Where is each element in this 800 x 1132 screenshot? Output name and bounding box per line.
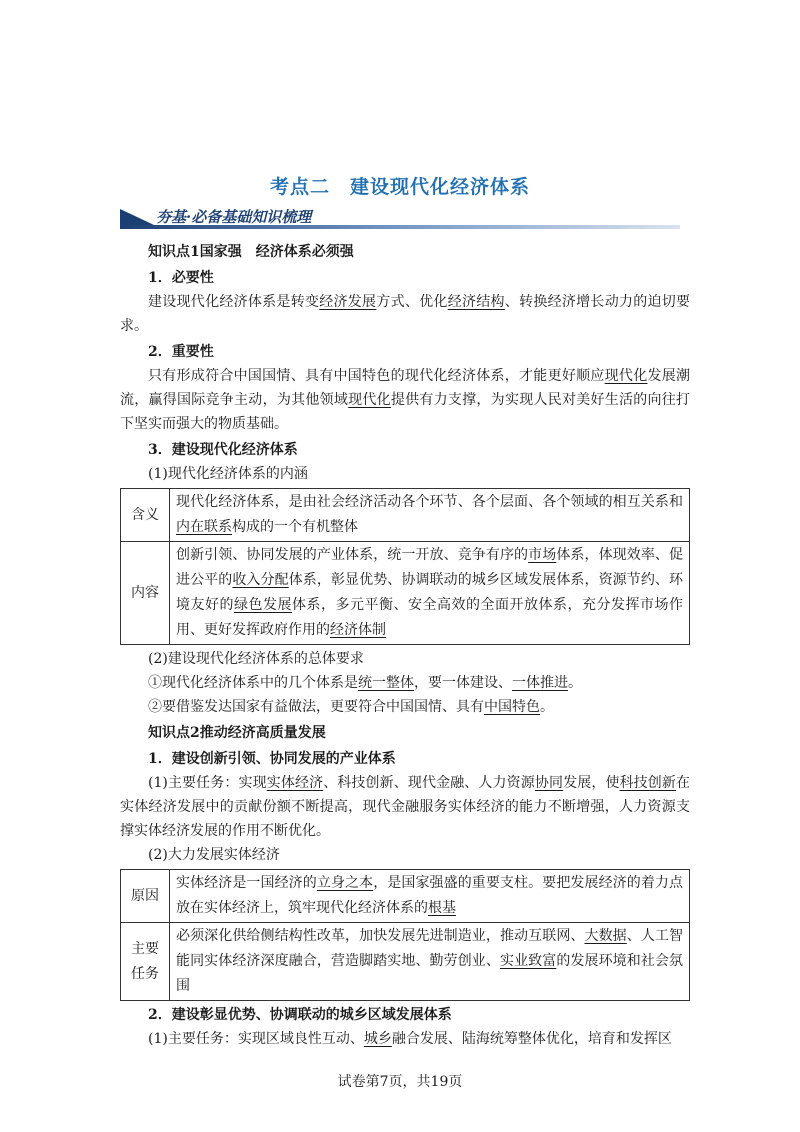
blank-answer: 经济发展 (319, 294, 377, 310)
kp1-heading: 知识点1国家强 经济体系必须强 (148, 244, 354, 260)
table-content-cell: 现代化经济体系，是由社会经济活动各个环节、各个层面、各个领域的相互关系和内在联系构成的一个有机整体 (170, 489, 690, 542)
blank-answer: 内在联系 (176, 519, 232, 535)
table-content-cell: 必须深化供给侧结构性改革，加快发展先进制造业，推动互联网、大数据、人工智能同实体经济深度融合，营造脚踏实地、勤劳创业、实业致富的发展环境和社会氛围 (170, 923, 690, 1001)
blank-answer: 现代化 (348, 392, 391, 408)
real-economy-table (120, 869, 690, 1001)
blank-answer: 根基 (428, 900, 456, 916)
table-content-cell: 创新引领、协同发展的产业体系，统一开放、竞争有序的市场体系，体现效率、促进公平的收入分配体系，彰显优势、协调联动的城乡区域发展体系，资源节约、环境友好的绿色发展体系，多元平衡、安全高效的全面开放体系，充分发挥市场作用、更好发挥政府作用的经济体制 (170, 542, 690, 645)
table-content-cell: 实体经济是一国经济的立身之本，是国家强盛的重要支柱。要把发展经济的着力点放在实体经济上，筑牢现代化经济体系的根基 (170, 870, 690, 923)
banner-label: 夯基·必备基础知识梳理 (156, 208, 312, 226)
table-row (121, 870, 690, 923)
blank-answer: 协同 (534, 775, 564, 791)
kp1-importance-heading: 2．重要性 (148, 344, 214, 360)
blank-answer: 经济体制 (330, 622, 386, 638)
table-row (121, 489, 690, 542)
banner-triangle-decoration (120, 209, 154, 225)
blank-answer: 一体推进 (512, 675, 568, 691)
blank-answer: 科技创新 (619, 775, 677, 791)
blank-answer: 城乡 (363, 1031, 392, 1047)
blank-answer: 实业致富 (499, 953, 557, 969)
blank-answer: 大数据 (584, 928, 627, 944)
blank-answer: 中国特色 (484, 699, 540, 715)
connotation-table (120, 488, 690, 645)
kp1-connotation-subheading: (1)现代化经济体系的内涵 (148, 466, 308, 482)
kp2-regional-heading: 2．建设彰显优势、协调联动的城乡区域发展体系 (148, 1007, 452, 1023)
blank-answer: 实体经济 (266, 775, 324, 791)
kp1-requirements-subheading: (2)建设现代化经济体系的总体要求 (148, 651, 364, 667)
kp2-industry-paragraph: (1)主要任务：实现实体经济、科技创新、现代金融、人力资源协同发展，使科技创新在实体经济发展中的贡献份额不断提高，现代金融服务实体经济的能力不断增强，人力资源支撑实体经济发展的作用不断优化。 (120, 775, 691, 839)
kp1-requirement-2: ②要借鉴发达国家有益做法，更要符合中国国情、具有中国特色。 (148, 699, 554, 715)
table-label-cell: 含义 (121, 489, 170, 542)
table-label-cell: 内容 (121, 542, 170, 645)
section-banner (120, 206, 680, 230)
document-body (120, 238, 690, 1051)
blank-answer: 统一整体 (358, 675, 414, 691)
blank-answer: 市场 (528, 547, 557, 563)
kp1-importance-paragraph: 只有形成符合中国国情、具有中国特色的现代化经济体系，才能更好顺应现代化发展潮流，赢得国际竞争主动，为其他领域现代化提供有力支撑，为实现人民对美好生活的向往打下坚实而强大的物质基础。 (120, 368, 691, 432)
blank-answer: 现代化 (604, 368, 648, 384)
table-row (121, 542, 690, 645)
kp1-requirement-1: ①现代化经济体系中的几个体系是统一整体，要一体建设、一体推进。 (148, 675, 582, 691)
kp2-regional-paragraph: (1)主要任务：实现区域良性互动、城乡融合发展、陆海统筹整体优化，培育和发挥区 (148, 1031, 672, 1047)
blank-answer: 经济结构 (447, 294, 505, 310)
blank-answer: 收入分配 (232, 572, 289, 588)
kp1-build-heading: 3．建设现代化经济体系 (148, 442, 298, 458)
page-footer: 试卷第7页，共19页 (337, 1074, 463, 1090)
kp2-real-economy-subheading: (2)大力发展实体经济 (148, 847, 280, 863)
kp1-necessity-paragraph: 建设现代化经济体系是转变经济发展方式、优化经济结构、转换经济增长动力的迫切要求。 (120, 294, 691, 334)
blank-answer: 立身之本 (316, 875, 374, 891)
table-label-cell: 原因 (121, 870, 170, 923)
kp2-heading: 知识点2推动经济高质量发展 (148, 725, 326, 741)
kp1-necessity-heading: 1．必要性 (148, 270, 214, 286)
kp2-industry-heading: 1．建设创新引领、协同发展的产业体系 (148, 751, 396, 767)
table-label-cell: 主要任务 (121, 923, 170, 1001)
table-row (121, 923, 690, 1001)
blank-answer: 绿色发展 (234, 597, 292, 613)
section-title: 考点二 建设现代化经济体系 (269, 176, 530, 198)
